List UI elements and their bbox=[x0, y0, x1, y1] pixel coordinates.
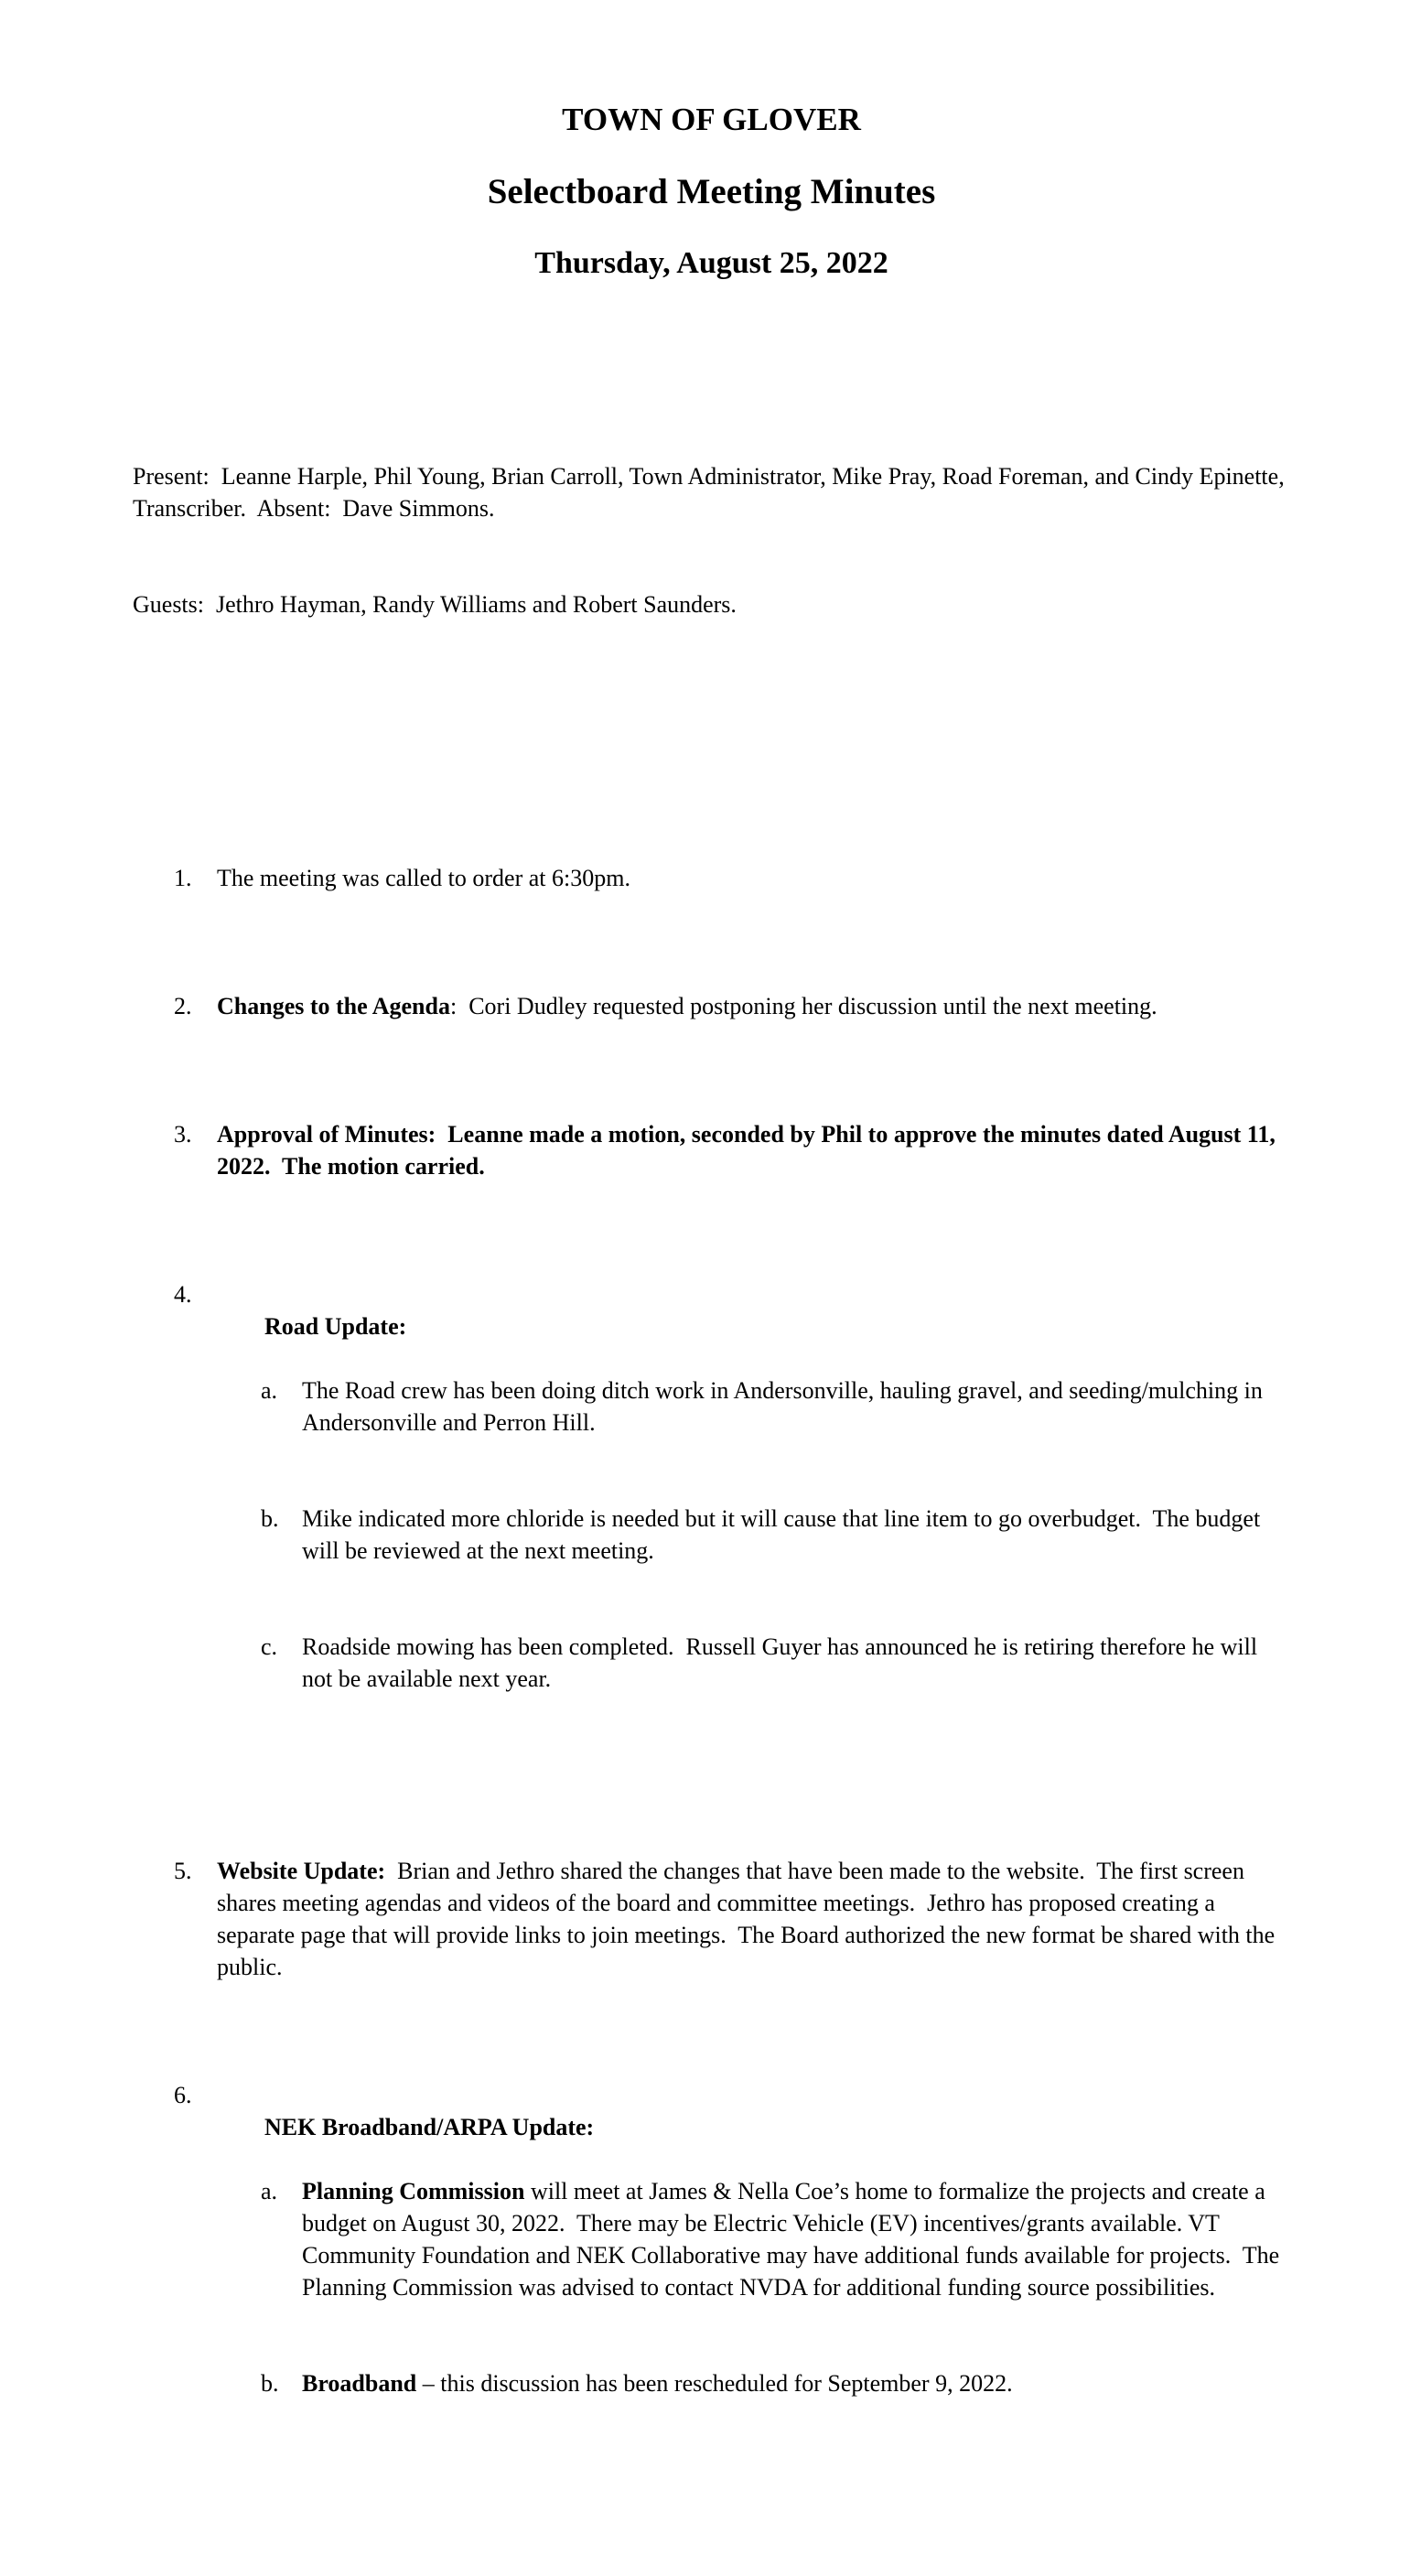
sub-item-4b bbox=[217, 1503, 1290, 1567]
text-run-bold: Planning Commission bbox=[302, 2178, 525, 2204]
item-number: 6. bbox=[174, 2082, 192, 2108]
minutes-item-6 bbox=[133, 2079, 1290, 2463]
sub-item-letter: a. bbox=[261, 2178, 278, 2204]
sub-item-letter: c. bbox=[261, 1633, 278, 1660]
item-number: 3. bbox=[174, 1121, 192, 1148]
sub-item-6a bbox=[217, 2175, 1290, 2303]
text-run-bold: NEK Broadband/ARPA Update: bbox=[264, 2114, 595, 2140]
text-run-bold: Website Update: bbox=[217, 1858, 386, 1884]
item-text bbox=[217, 1855, 1290, 1983]
item-text bbox=[217, 1278, 1290, 1759]
sub-item-letter: b. bbox=[261, 2370, 279, 2397]
guests-line: Guests: Jethro Hayman, Randy Williams and Robert Saunders. bbox=[133, 591, 737, 618]
item-number: 4. bbox=[174, 1281, 192, 1308]
item-text bbox=[217, 862, 1290, 894]
text-run: Mike indicated more chloride is needed but it will cause that line item to go overbudget. The budget will be reviewed at the next meeting. bbox=[302, 1505, 1266, 1564]
text-run: Roadside mowing has been completed. Russell Guyer has announced he is retiring therefore he will not be available next year. bbox=[302, 1633, 1264, 1692]
sub-item-text bbox=[302, 1503, 1290, 1567]
minutes-item-3 bbox=[133, 1118, 1290, 1182]
sub-item-text bbox=[302, 2175, 1290, 2303]
sub-item-text bbox=[302, 1631, 1290, 1695]
sub-item-text bbox=[302, 2367, 1290, 2399]
sub-item-text bbox=[302, 1374, 1290, 1439]
text-run: Brian and Jethro shared the changes that have been made to the website. The first screen shares meeting agendas and videos of the board and committee meetings. Jethro has proposed creating a separate page that will provide links to join meetings. The Board authorized the new format be shared with the public. bbox=[217, 1858, 1281, 1980]
item-number: 1. bbox=[174, 865, 192, 891]
sub-item-4a bbox=[217, 1374, 1290, 1439]
text-run: – this discussion has been rescheduled for September 9, 2022. bbox=[416, 2370, 1013, 2397]
text-run-bold: Road Update: bbox=[264, 1313, 407, 1340]
minutes-item-5 bbox=[133, 1855, 1290, 1983]
minutes-item-2 bbox=[133, 990, 1290, 1022]
item-number: 2. bbox=[174, 993, 192, 1019]
text-run-bold: Approval of Minutes: Leanne made a motion, seconded by Phil to approve the minutes dated August 11, 2022. The motion carried. bbox=[217, 1121, 1282, 1180]
minutes-item-4 bbox=[133, 1278, 1290, 1759]
document-title: TOWN OF GLOVER bbox=[562, 102, 861, 137]
minutes-item-1 bbox=[133, 862, 1290, 894]
sub-item-letter: a. bbox=[261, 1377, 278, 1404]
sub-item-6b bbox=[217, 2367, 1290, 2399]
item-text bbox=[217, 2079, 1290, 2463]
sub-item-letter: b. bbox=[261, 1505, 279, 1532]
text-run-bold: Changes to the Agenda bbox=[217, 993, 450, 1019]
text-run: The Road crew has been doing ditch work in Andersonville, hauling gravel, and seeding/mulching in Andersonville and Perron Hill. bbox=[302, 1377, 1267, 1436]
document-date: Thursday, August 25, 2022 bbox=[534, 246, 888, 280]
attendance-section bbox=[133, 396, 1290, 684]
item-number: 5. bbox=[174, 1858, 192, 1884]
document-subtitle: Selectboard Meeting Minutes bbox=[487, 172, 936, 211]
text-run: will meet at James & Nella Coe’s home to formalize the projects and create a budget on August 30, 2022. There may be Electric Vehicle (EV) incentives/grants available. VT Community Foundation and NEK Collaborative may have additional funds available for projects. The Planning Commission was advised to contact NVDA for additional funding source possibilities. bbox=[302, 2178, 1286, 2301]
minutes-list bbox=[133, 766, 1290, 2560]
sub-item-4c bbox=[217, 1631, 1290, 1695]
item-text bbox=[217, 1118, 1290, 1182]
text-run-bold: Broadband bbox=[302, 2370, 417, 2397]
document-header bbox=[133, 68, 1290, 315]
text-run: The meeting was called to order at 6:30pm. bbox=[217, 865, 630, 891]
present-absent-line: Present: Leanne Harple, Phil Young, Brian Carroll, Town Administrator, Mike Pray, Road Foreman, and Cindy Epinette, Transcriber. Absent: Dave Simmons. bbox=[133, 463, 1290, 522]
item-text bbox=[217, 990, 1290, 1022]
text-run: : Cori Dudley requested postponing her discussion until the next meeting. bbox=[449, 993, 1157, 1019]
